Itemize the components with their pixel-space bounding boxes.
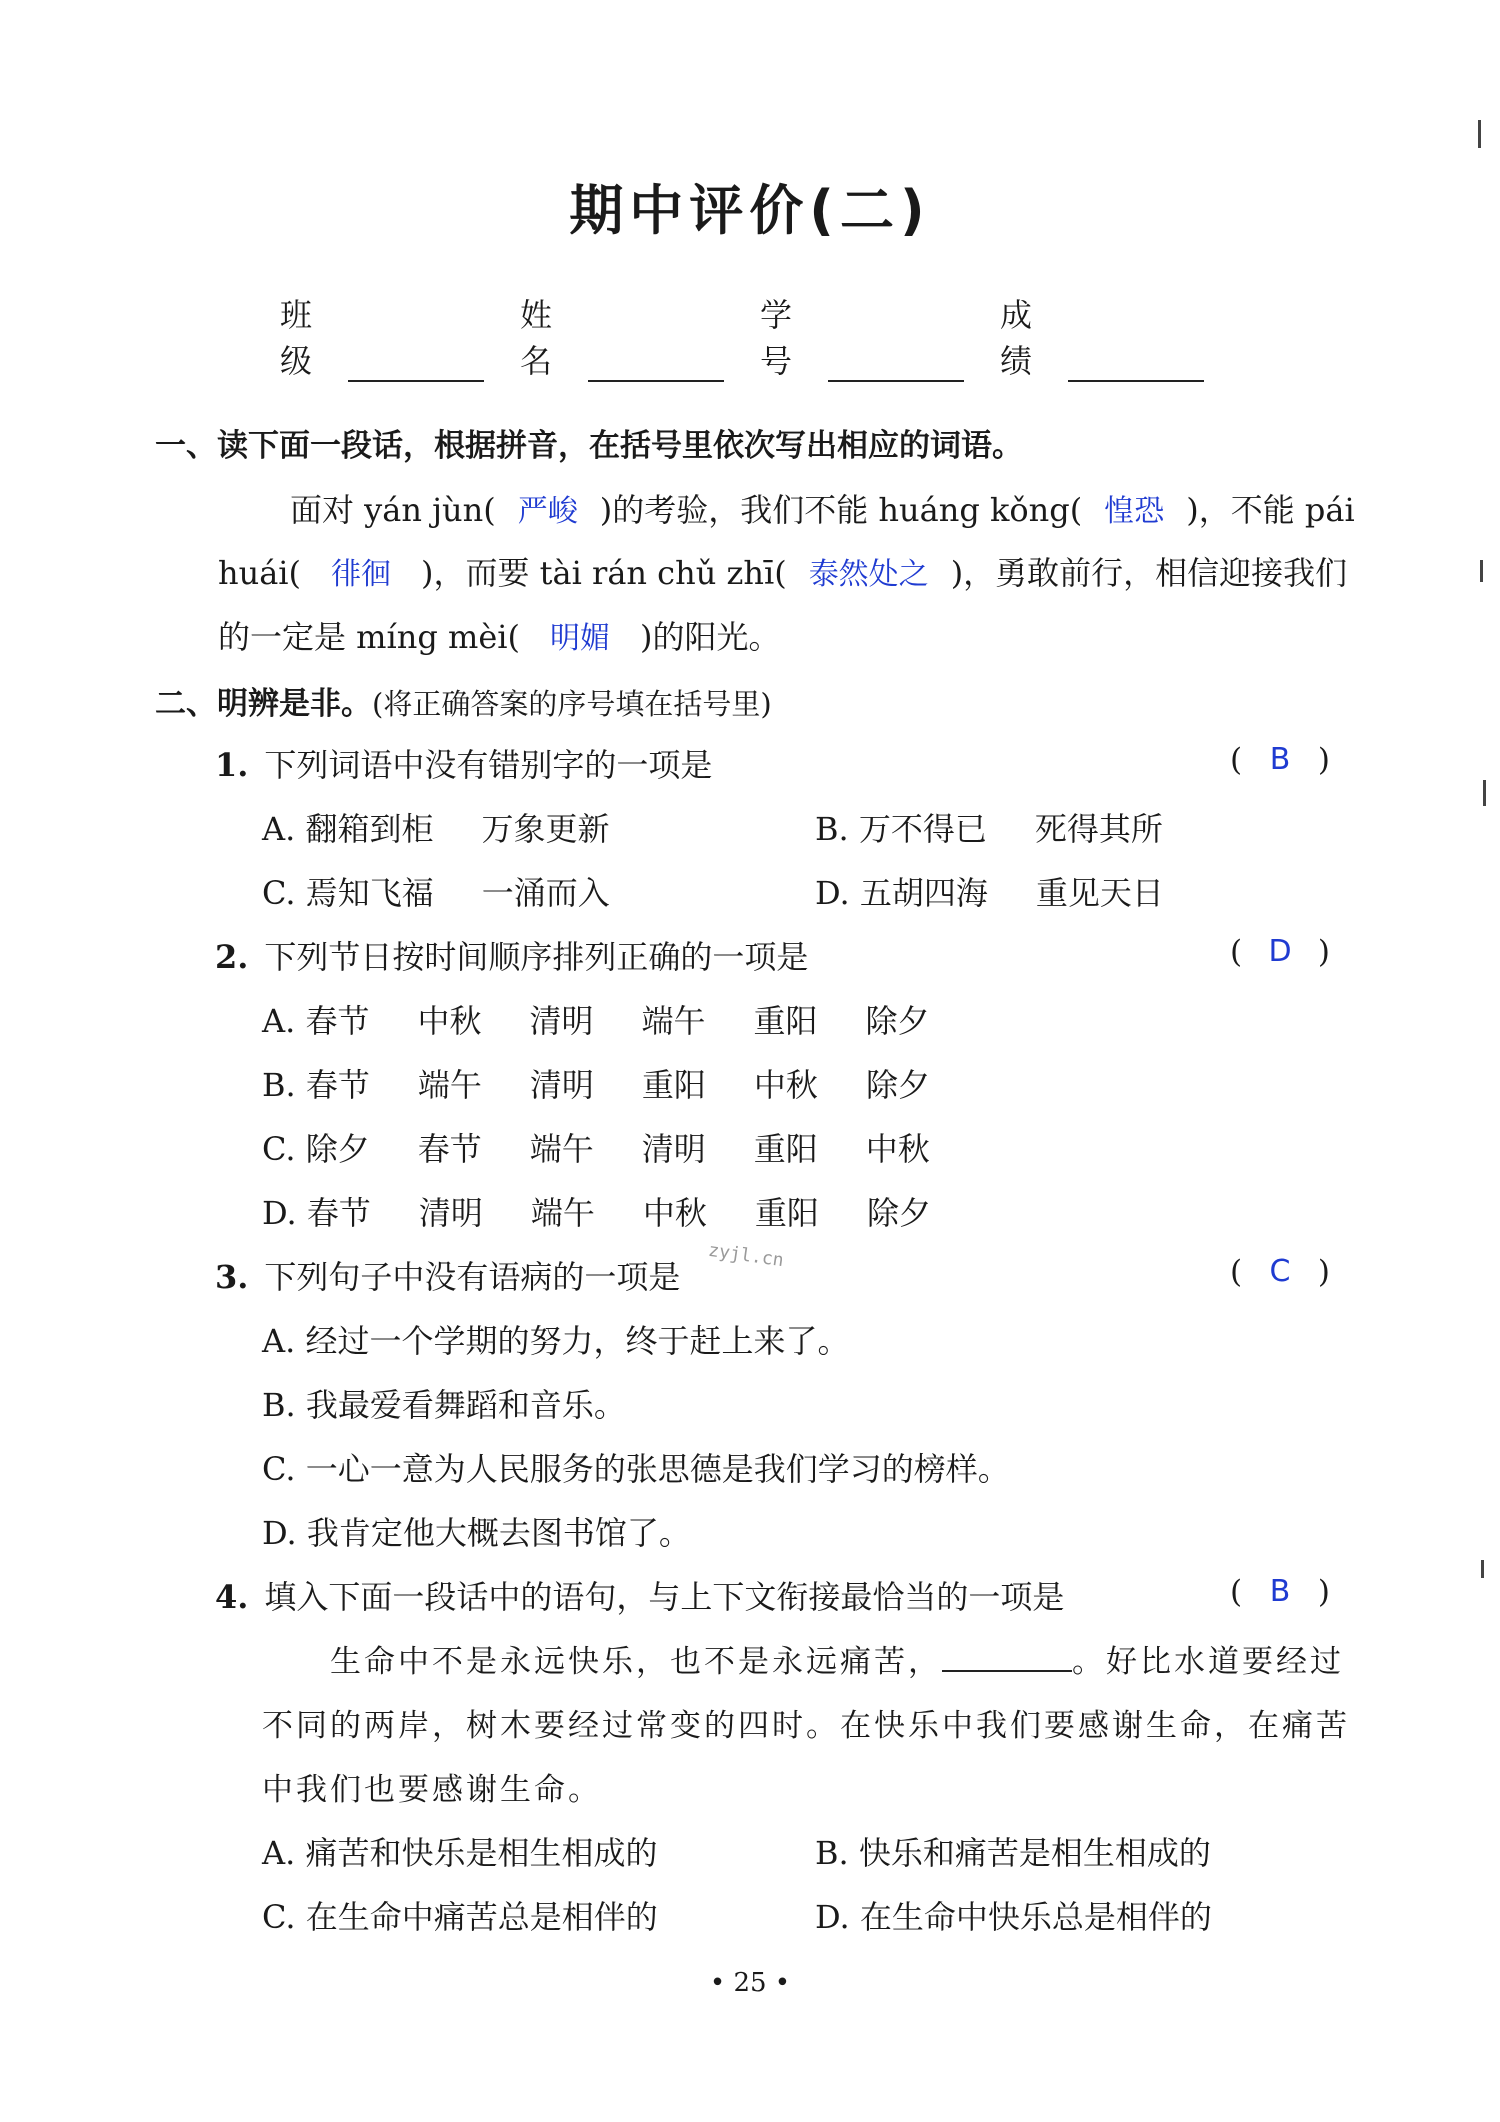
q4-option-d: D. 在生命中快乐总是相伴的 [815,1898,1212,1936]
option-text: 中秋 [753,1066,818,1104]
q1-option-c [262,868,658,914]
page-number: • 25 • [709,1968,791,1998]
paren-close: ) [1317,1574,1330,1610]
q1-text: 下列词语中没有错别字的一项是 [264,746,713,784]
q2-option-b [262,1060,978,1106]
score-label: 成绩 [1000,296,1033,380]
option-text: 死得其所 [1034,810,1163,848]
id-blank [828,346,964,382]
q4-passage-line-1 [330,1636,1344,1681]
q4-answer-box [1230,1574,1330,1610]
option-text: 清明 [529,1066,594,1104]
option-text: 中秋 [417,1002,482,1040]
option-text: C. 除夕 [262,1130,370,1168]
option-text: 一涌而入 [481,874,610,912]
q3-option-d: D. 我肯定他大概去图书馆了。 [262,1514,691,1552]
q2-option-d [262,1188,979,1234]
q3-answer-box [1230,1254,1330,1290]
answer-mingmei: 明媚 [550,621,611,656]
scan-mark [1478,120,1481,148]
s1-text: )，勇敢前行，相信迎接我们 [950,554,1348,592]
paren-close: ) [1317,1254,1330,1290]
option-text: 除夕 [865,1002,930,1040]
paren-open: ( [1230,742,1243,778]
option-text: 端午 [529,1130,594,1168]
option-text: 端午 [417,1066,482,1104]
q3-text: 下列句子中没有语病的一项是 [264,1258,681,1296]
paren-close: ) [1317,742,1330,778]
section1-line-1 [290,485,1355,531]
answer-huangkong: 惶恐 [1104,494,1165,529]
q1-option-b [815,804,1211,850]
paren-open: ( [1230,934,1243,970]
q4-option-b: B. 快乐和痛苦是相生相成的 [815,1834,1211,1872]
s1-text: )的阳光。 [640,618,781,656]
q4-number: 4. [215,1578,249,1616]
passage-blank [942,1640,1072,1672]
class-field [280,290,484,382]
option-text: B. 春节 [262,1066,370,1104]
question-1 [215,740,712,786]
answer-yanjun: 严峻 [517,494,578,529]
s1-text: 的一定是 míng mèi( [218,618,521,656]
option-text: 重阳 [753,1002,818,1040]
q2-number: 2. [215,938,249,976]
option-text: 端午 [641,1002,706,1040]
scan-mark [1483,780,1486,806]
option-text: 除夕 [865,1066,930,1104]
option-text: C. 焉知飞福 [262,874,434,912]
option-text: 中秋 [865,1130,930,1168]
s1-text: 面对 yán jùn( [290,491,496,529]
option-text: 春节 [417,1130,482,1168]
q2-text: 下列节日按时间顺序排列正确的一项是 [264,938,809,976]
question-3 [215,1252,680,1298]
section2-heading [155,678,772,723]
paren-close: ) [1317,934,1330,970]
q3-option-c: C. 一心一意为人民服务的张思德是我们学习的榜样。 [262,1450,1010,1488]
option-text: 重阳 [753,1130,818,1168]
page-title: 期中评价(二) [569,179,931,242]
q4-passage-line-2: 不同的两岸，树木要经过常变的四时。在快乐中我们要感谢生命，在痛苦 [262,1708,1350,1744]
id-field [760,290,964,382]
option-text: A. 春节 [262,1002,370,1040]
scan-mark [1481,1560,1484,1578]
section2-note: (将正确答案的序号填在括号里) [372,687,772,721]
name-label: 姓名 [520,296,553,380]
option-text: A. 翻箱到柜 [262,810,434,848]
q3-number: 3. [215,1258,249,1296]
paren-open: ( [1230,1254,1243,1290]
q3-option-a: A. 经过一个学期的努力，终于赶上来了。 [262,1322,850,1360]
option-text: 万象更新 [481,810,610,848]
q1-answer-box [1230,742,1330,778]
score-blank [1068,346,1204,382]
option-text: 重见天日 [1035,874,1164,912]
answer-tairanchuzhi: 泰然处之 [808,557,929,592]
score-field [1000,290,1204,382]
q4-answer: B [1269,1574,1291,1609]
name-blank [588,346,724,382]
option-text: 中秋 [642,1194,707,1232]
q2-answer: D [1268,934,1292,969]
s1-text: huái( [218,554,302,592]
option-text: 清明 [418,1194,483,1232]
class-label: 班级 [280,296,313,380]
option-text: B. 万不得已 [815,810,987,848]
answer-paihuai: 徘徊 [331,557,392,592]
q4-option-c: C. 在生命中痛苦总是相伴的 [262,1898,658,1936]
q4-option-a: A. 痛苦和快乐是相生相成的 [262,1834,658,1872]
question-4 [215,1572,1064,1618]
q2-answer-box [1230,934,1330,970]
q4-passage-line-3: 中我们也要感谢生命。 [262,1772,602,1808]
section2-title: 二、明辨是非。 [155,686,372,722]
q1-option-d [815,868,1212,914]
class-blank [348,346,484,382]
section1-heading: 一、读下面一段话，根据拼音，在括号里依次写出相应的词语。 [155,428,1023,464]
student-info-row [280,290,1240,382]
s1-text: )，不能 pái [1186,491,1355,529]
passage-text: 生命中不是永远快乐，也不是永远痛苦， [330,1644,942,1680]
option-text: D. 春节 [262,1194,371,1232]
s1-text: )的考验，我们不能 huáng kǒng( [599,491,1083,529]
section1-line-2 [218,548,1347,594]
s1-text: )，而要 tài rán chǔ zhī( [421,554,787,592]
option-text: 清明 [529,1002,594,1040]
q3-answer: C [1269,1254,1291,1289]
watermark: zyjl.cn [706,1239,785,1272]
id-label: 学号 [760,296,793,380]
q1-option-a [262,804,657,850]
option-text: 重阳 [641,1066,706,1104]
option-text: 重阳 [754,1194,819,1232]
option-text: 除夕 [866,1194,931,1232]
passage-text: 。好比水道要经过 [1072,1644,1344,1680]
q2-option-c [262,1124,978,1170]
option-text: 端午 [530,1194,595,1232]
q1-number: 1. [215,746,249,784]
scan-mark [1480,560,1483,582]
q2-option-a [262,996,978,1042]
q3-option-b: B. 我最爱看舞蹈和音乐。 [262,1386,626,1424]
q1-answer: B [1269,742,1291,777]
name-field [520,290,724,382]
paren-open: ( [1230,1574,1243,1610]
option-text: D. 五胡四海 [815,874,988,912]
section1-line-3 [218,612,781,658]
option-text: 清明 [641,1130,706,1168]
question-2 [215,932,808,978]
q4-text: 填入下面一段话中的语句，与上下文衔接最恰当的一项是 [264,1578,1065,1616]
